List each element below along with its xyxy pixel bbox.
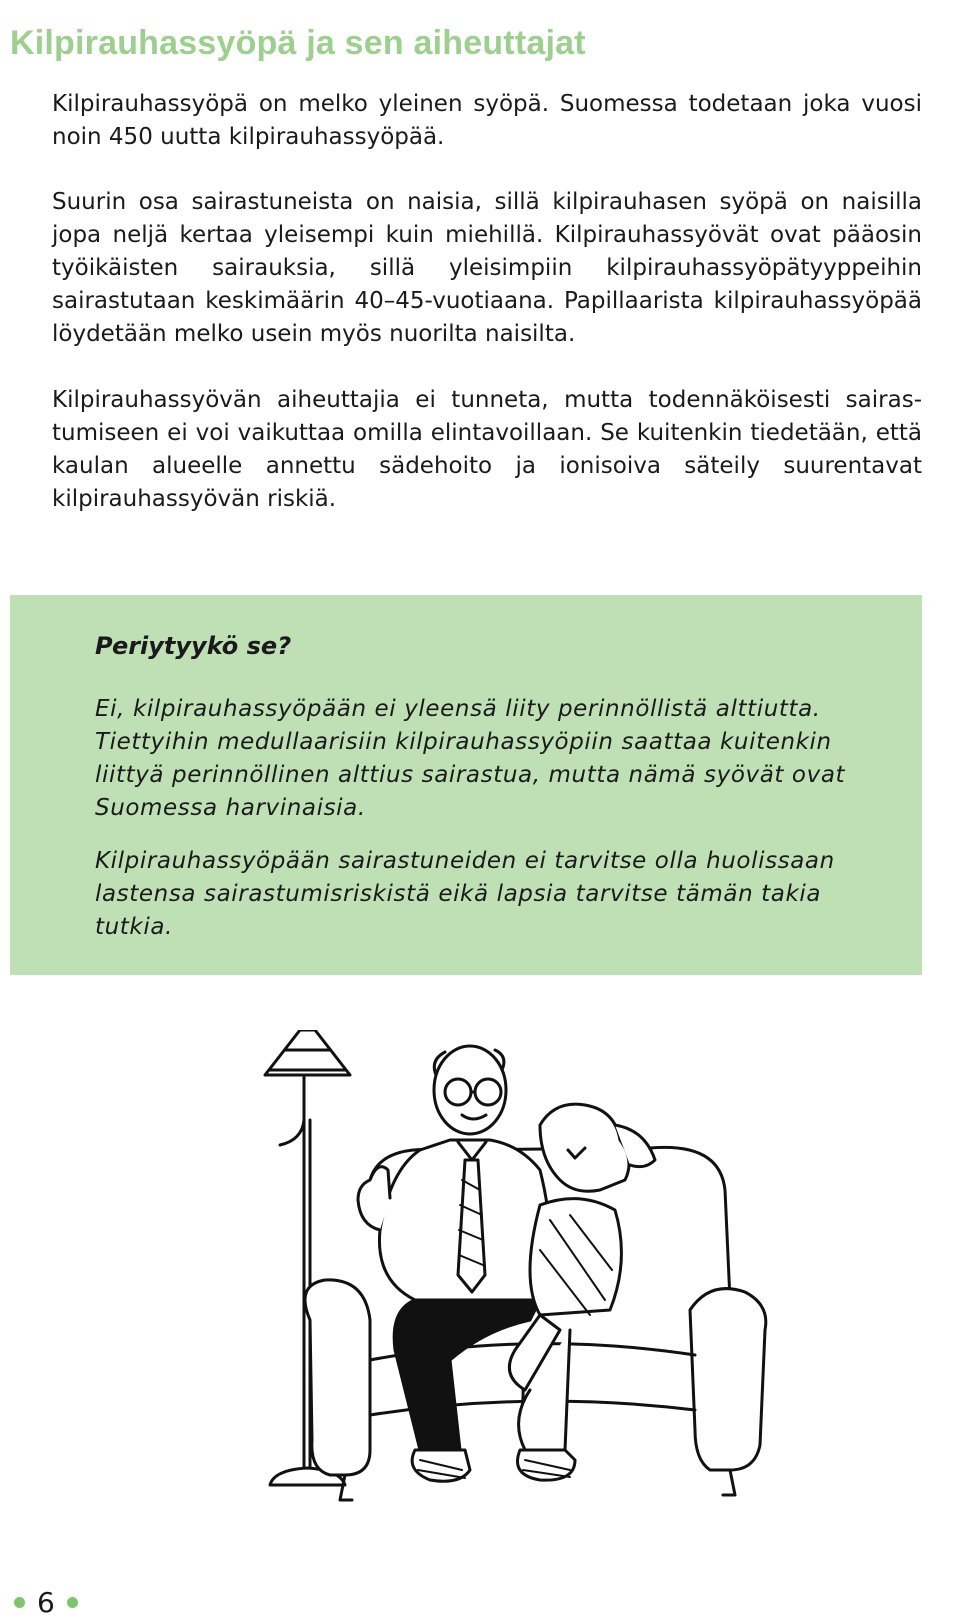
bullet-dot-left bbox=[14, 1597, 25, 1608]
box-heading: Periytyykö se? bbox=[95, 632, 292, 660]
heredity-info-box bbox=[10, 595, 922, 975]
box-paragraph-children: Kilpirauhassyöpään sairastuneiden ei tarvitse olla huolissaan lastensa sairastumisriskistä eikä lapsia tarvitse tämän takia tutkia. bbox=[95, 848, 835, 940]
page-title: Kilpirauhassyöpä ja sen aiheuttajat bbox=[10, 23, 586, 62]
doctor-and-child-illustration bbox=[240, 1030, 780, 1540]
bullet-dot-right bbox=[67, 1597, 78, 1608]
box-paragraph-heredity: Ei, kilpirauhassyöpään ei yleensä liity perinnöllistä alttiutta. Tiettyihin medullaarisiin kilpirauhassyöpiin saattaa kuitenkin liittyä perinnöllinen alttius sairastua, mutta nämä syövät ovat Suomessa harvinaisia. bbox=[95, 696, 846, 821]
page-number: 6 bbox=[37, 1585, 55, 1619]
page-number-footer bbox=[14, 1582, 78, 1622]
paragraph-causes: Kilpirauhassyövän aiheuttajia ei tunneta, mutta todennäköisesti sairastumiseen ei voi vaikuttaa omilla elintavoillaan. Se kuitenkin tiedetään, että kaulan alueelle annettu sädehoito ja ionisoiva säteily suurentavat kilpirauhassyövän riskiä. bbox=[52, 387, 922, 512]
paragraph-who-gets-sick: Suurin osa sairastuneista on naisia, sillä kilpirauhasen syöpä on naisilla jopa neljä kertaa yleisempi kuin miehillä. Kilpirauhassyövät ovat pääosin työikäisten sairauksia, sillä yleisimpiin kilpirauhassyöpätyyppeihin sairastutaan keskimäärin 40–45-vuotiaana. Papillaarista kilpirauhassyöpää löydetään melko usein myös nuorilta naisilta. bbox=[52, 189, 922, 347]
paragraph-incidence: Kilpirauhassyöpä on melko yleinen syöpä. Suomessa todetaan joka vuosi noin 450 uutta kilpirauhassyöpää. bbox=[52, 91, 922, 150]
